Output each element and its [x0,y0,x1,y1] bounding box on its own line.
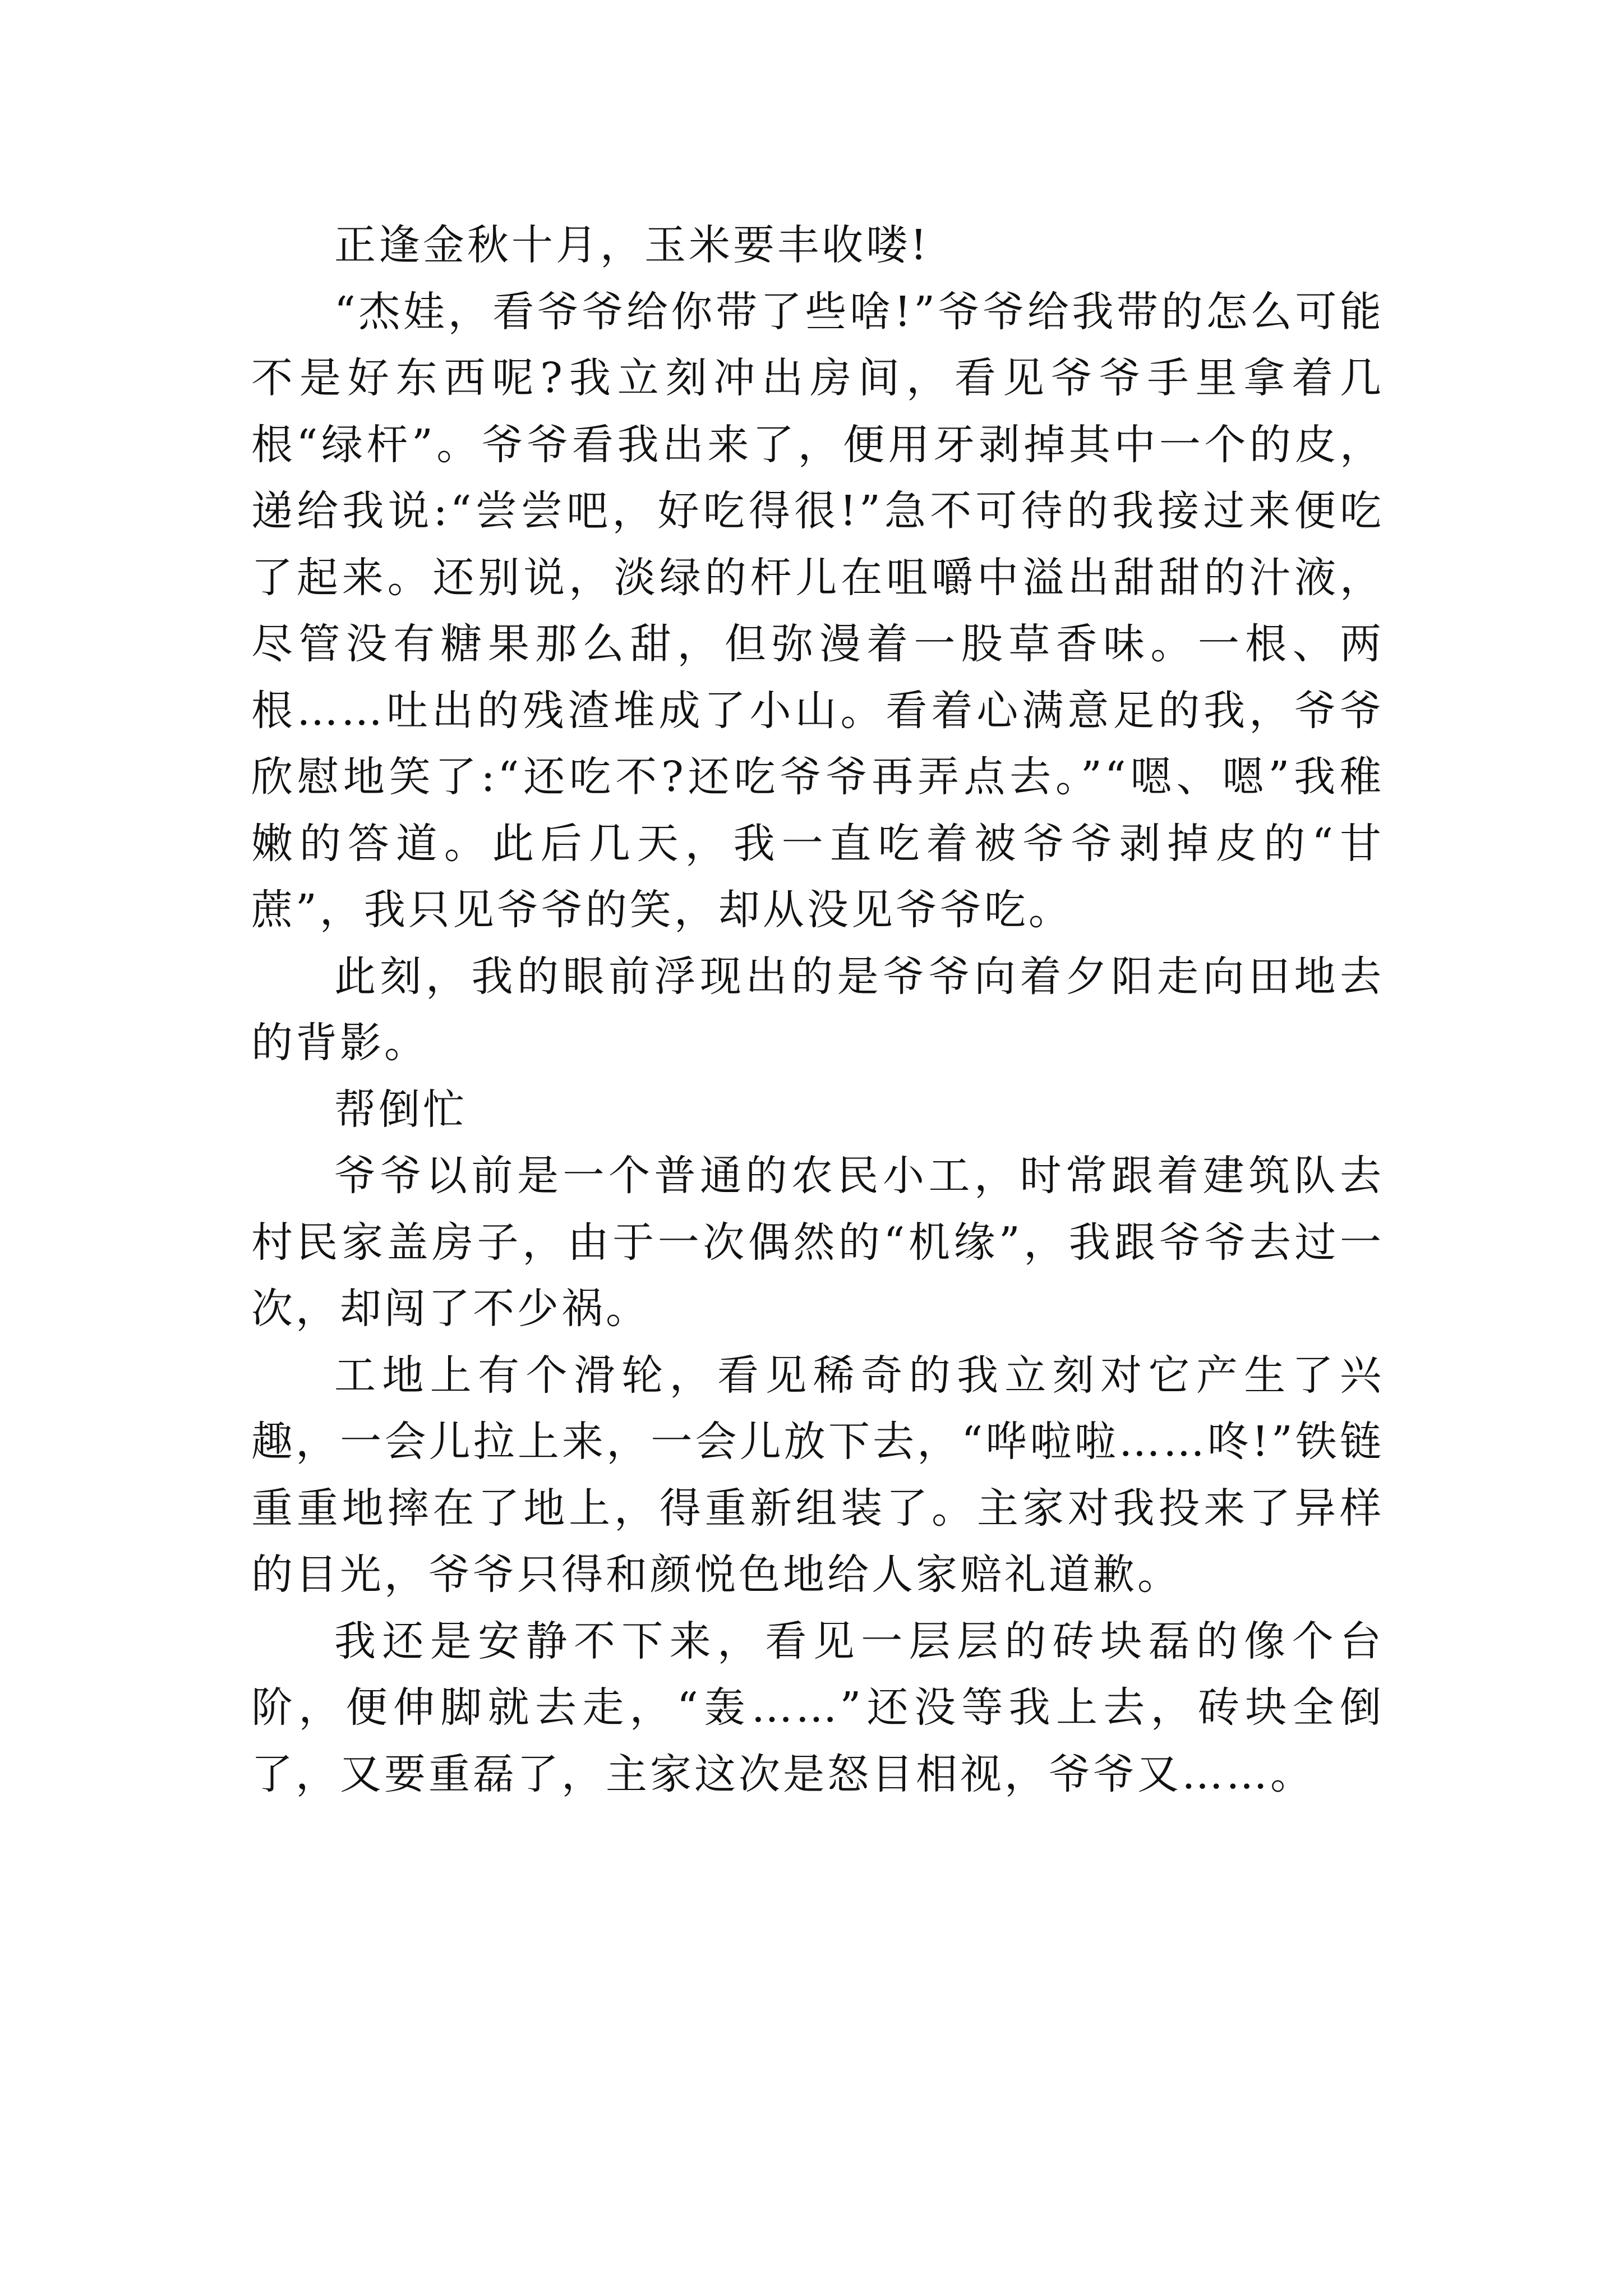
paragraph-harvest: 正逢金秋十月，玉米要丰收喽! [334,221,930,269]
section-heading: 帮倒忙 [334,1085,467,1134]
paragraph-sunset: 此刻，我的眼前浮现出的是爷爷向着夕阳走向田地去的背影。 [251,952,1384,1067]
paragraph-bricks: 我还是安静不下来，看见一层层的砖块磊的像个台阶，便伸脚就去走，“轰……”还没等我上去，砖块全倒了，又要重磊了，主家这次是怒目相视，爷爷又……。 [251,1617,1384,1798]
paragraph-pulley: 工地上有个滑轮，看见稀奇的我立刻对它产生了兴趣，一会儿拉上来，一会儿放下去，“哗啦啦……咚!”铁链重重地摔在了地上，得重新组装了。主家对我投来了异样的目光，爷爷只得和颜悦色地给人家赔礼道歉。 [251,1351,1384,1599]
essay-body [251,212,1384,1807]
paragraph-sugarcane: “杰娃，看爷爷给你带了些啥!”爷爷给我带的怎么可能不是好东西呢?我立刻冲出房间，看见爷爷手里拿着几根“绿杆”。爷爷看我出来了，便用牙剥掉其中一个的皮，递给我说:“尝尝吧，好吃得很!”急不可待的我接过来便吃了起来。还别说，淡绿的杆儿在咀嚼中溢出甜甜的汁液，尽管没有糖果那么甜，但弥漫着一股草香味。一根、两根……吐出的残渣堆成了小山。看着心满意足的我，爷爷欣慰地笑了:“还吃不?还吃爷爷再弄点去。”“嗯、嗯”我稚嫩的答道。此后几天，我一直吃着被爷爷剥掉皮的“甘蔗”，我只见爷爷的笑，却从没见爷爷吃。 [251,287,1384,934]
paragraph-construction: 爷爷以前是一个普通的农民小工，时常跟着建筑队去村民家盖房子，由于一次偶然的“机缘”，我跟爷爷去过一次，却闯了不少祸。 [251,1152,1384,1333]
